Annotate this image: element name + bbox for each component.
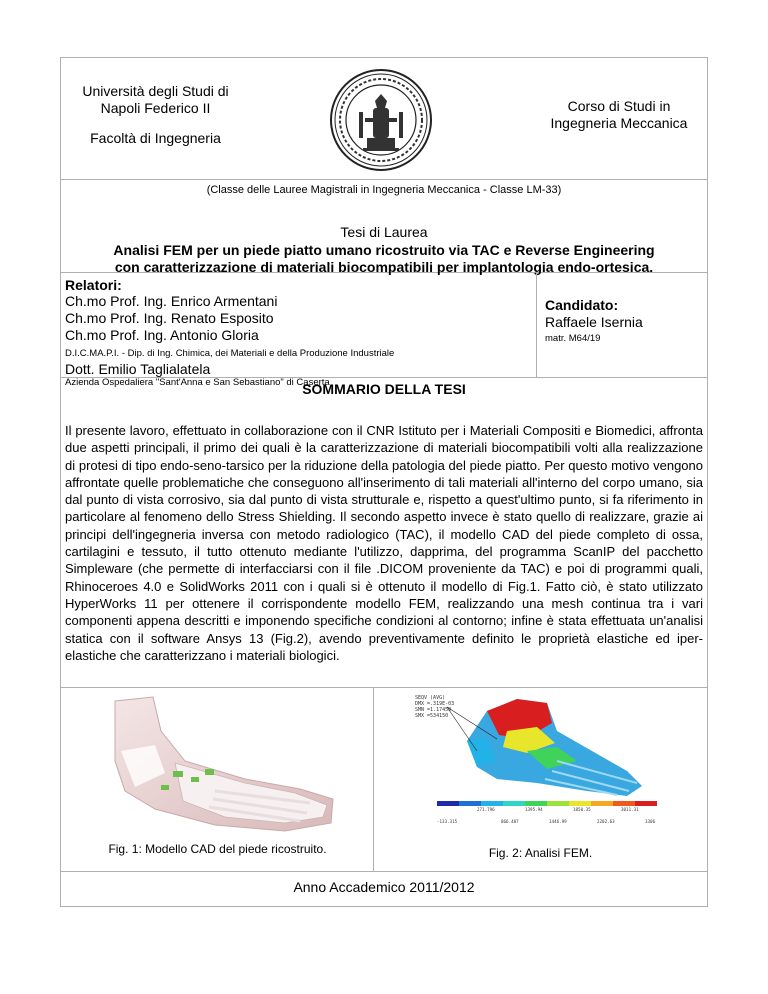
fem-scale-label: 1446.99: [549, 819, 567, 824]
fem-scale-swatch: [547, 801, 569, 806]
candidate-name: Raffaele Isernia: [545, 314, 643, 330]
fem-legend-line: SEQV (AVG): [415, 695, 446, 701]
figure-2-caption: Fig. 2: Analisi FEM.: [488, 846, 593, 860]
fem-scale-label: 2202.63: [597, 819, 615, 824]
thesis-title-line-1: Analisi FEM per un piede piatto umano ricostruito via TAC e Reverse Engineering: [113, 242, 655, 258]
fem-legend-line: SMN =1.17459: [415, 707, 452, 713]
fem-scale-swatch: [481, 801, 503, 806]
fem-scale-swatch: [591, 801, 613, 806]
supervisors-heading: Relatori:: [65, 277, 122, 293]
candidate-heading: Candidato:: [545, 297, 619, 313]
supervisor-name: Ch.mo Prof. Ing. Enrico Armentani: [65, 293, 278, 309]
supervisor-name: Ch.mo Prof. Ing. Renato Esposito: [65, 310, 274, 326]
header-row: [61, 58, 707, 180]
university-line-1: Università degli Studi di: [82, 83, 229, 99]
supervisors-cell: [61, 273, 537, 388]
academic-year: Anno Accademico 2011/2012: [293, 879, 475, 895]
fem-scale-swatch: [569, 801, 591, 806]
fem-scale-label: 1850.35: [573, 807, 591, 812]
fem-scale-swatch: [613, 801, 635, 806]
candidate-cell: [545, 297, 643, 344]
thesis-title: [61, 242, 707, 276]
faculty-name: Facoltà di Ingegneria: [90, 130, 221, 146]
thesis-title-line-2: con caratterizzazione di materiali biocompatibili per implantologia endo-ortesica.: [114, 259, 654, 275]
thesis-label: Tesi di Laurea: [340, 224, 428, 240]
fem-scale-swatch: [437, 801, 459, 806]
summary-heading: SOMMARIO DELLA TESI: [302, 381, 466, 397]
fem-scale-label: 3306: [645, 819, 656, 824]
fem-scale-swatch: [503, 801, 525, 806]
figure-1-caption: Fig. 1: Modello CAD del piede ricostruito.: [108, 842, 327, 856]
thesis-summary-page: [60, 57, 708, 907]
cad-foot-model-image: [95, 691, 345, 839]
supervisor-name: Ch.mo Prof. Ing. Antonio Gloria: [65, 327, 259, 343]
fem-scale-label: -133.315: [437, 819, 458, 824]
title-row: [61, 180, 707, 273]
fem-scale-swatch: [459, 801, 481, 806]
summary-text: Il presente lavoro, effettuato in collaborazione con il CNR Istituto per i Materiali Compositi e Biomedici, affronta due aspetti principali, il primo dei quali è la caratterizzazione di materiali biocompatibili volti alla realizzazione di protesi di tipo endo-seno-tarsico per la riduzione della patologia del piede piatto. Per questo motivo vengono affrontate quelle problematiche che conseguono all'inserimento di tali materiali all'interno del corpo umano, sia dal punto di vista corrosivo, sia dal punto di vista strutturale e, rispetto a quest'ultimo punto, si fa riferimento in particolare al fenomeno dello Stress Shielding. Il secondo aspetto invece è stato quello di realizzare, grazie ai principi dell'ingegneria inversa con metodo radiologico (TAC), il modello CAD del piede completo di ossa, cartilagini e tessuto, il tutto ottenuto mediante l'utilizzo, dapprima, del programma ScanIP del pacchetto Simpleware (che permette di interfacciarsi con il file .DICOM proveniente da TAC) e poi di programmi quali, Rhinoceroes 4.0 e SolidWorks 2011 con i quali si è ottenuto il modello di Fig.1. Fatto ciò, è stato utilizzato HyperWorks 11 per ottenere il corrispondente modello FEM, realizzando una mesh continua tra i vari componenti appena descritti e imponendo specifiche condizioni al contorno; infine è stata effettuata un'analisi statica con il software Ansys 13 (Fig.2), avendo preventivamente definito le proprietà elastiche ed iper-elastiche che caratterizzano i materiali biologici.: [65, 423, 703, 663]
fem-legend-line: DMX =.319E-03: [415, 701, 455, 707]
supervisors-row: [61, 273, 707, 388]
figure-1-cell: [61, 688, 374, 872]
candidate-matricola: matr. M64/19: [545, 333, 601, 344]
course-line-2: Ingegneria Meccanica: [550, 115, 688, 131]
degree-class: (Classe delle Lauree Magistrali in Ingegneria Meccanica - Classe LM-33): [206, 184, 562, 196]
course-name: [539, 98, 699, 132]
university-name: [73, 83, 238, 117]
course-line-1: Corso di Studi in: [567, 98, 671, 114]
university-seal-icon: [329, 68, 433, 172]
fem-scale-label: 1395.94: [525, 807, 543, 812]
university-line-2: Napoli Federico II: [100, 100, 211, 116]
fem-scale-label: 866.487: [501, 819, 519, 824]
doctor-name: Dott. Emilio Taglialatela: [65, 361, 211, 377]
summary-row: [61, 378, 707, 688]
footer-row: [61, 872, 707, 906]
fem-legend-line: SMX =534150: [415, 713, 449, 719]
fem-scale-label: 271.796: [477, 807, 495, 812]
fem-scale-swatch: [635, 801, 657, 806]
hospital-name: Azienda Ospedaliera "Sant'Anna e San Sebastiano" di Caserta: [65, 377, 330, 388]
department-name: D.I.C.MA.P.I. - Dip. di Ing. Chimica, dei Materiali e della Produzione Industriale: [65, 348, 395, 359]
fem-color-scale: [437, 801, 657, 806]
fem-scale-label: 3011.31: [621, 807, 639, 812]
figures-row: [61, 688, 707, 872]
fem-scale-swatch: [525, 801, 547, 806]
fem-analysis-image: [407, 691, 667, 841]
